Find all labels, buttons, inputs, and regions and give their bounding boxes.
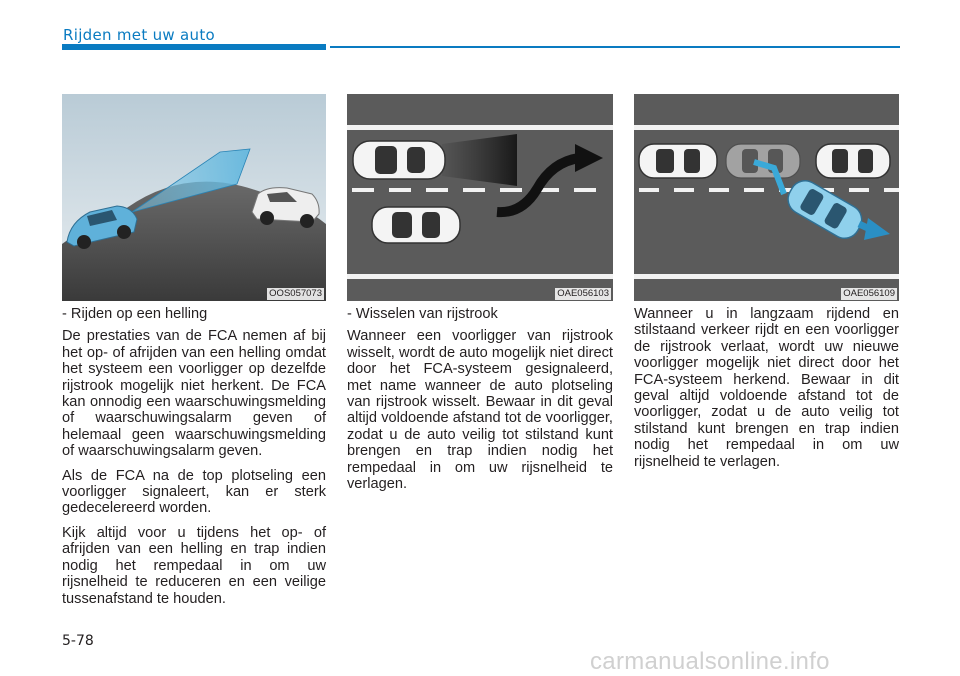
paragraph: Kijk altijd voor u tijdens het op- of afrijden van een helling en trap indien nodig het rempedaal in om uw rijsnelheid te reduceren en een veilige tussenafstand te houden. xyxy=(62,524,326,607)
paragraph: De prestaties van de FCA nemen af bij het op- of afrijden van een helling omdat het systeem een voorligger op dezelfde rijstrook mogelijk niet herkent. De FCA kan onnodig een waarschuwingsmelding of waarschuwingsalarm geven of helemaal geen waarschuwingsmelding of waarschuwingsalarm geven. xyxy=(62,328,326,460)
text-column-3 xyxy=(634,306,899,478)
section-title: Rijden met uw auto xyxy=(63,26,215,44)
figure-code: OAE056109 xyxy=(843,288,895,299)
page-number: 5-78 xyxy=(62,633,94,649)
white-car-icon xyxy=(372,207,460,243)
column-heading: - Wisselen van rijstrook xyxy=(347,306,498,322)
figure-code: OAE056103 xyxy=(557,288,609,299)
text-column-1 xyxy=(62,306,326,615)
figure-hill xyxy=(62,94,326,301)
faded-car-icon xyxy=(726,144,800,178)
text-column-2 xyxy=(347,306,613,500)
lane-change-illustration xyxy=(347,94,613,301)
header-bar xyxy=(62,44,326,50)
white-car-icon xyxy=(353,141,445,179)
column-heading: - Rijden op een helling xyxy=(62,306,208,322)
figure-slow-traffic xyxy=(634,94,899,301)
hill-illustration xyxy=(62,94,326,301)
paragraph: Wanneer u in langzaam rijdend en stilstaand verkeer rijdt en een voorligger de rijstrook verlaat, wordt uw nieuwe voorligger mogelijk niet direct door het FCA-systeem herkend. Bewaar in dit geval altijd voldoende afstand tot de voorligger, zodat u de auto veilig tot stilstand kunt brengen en trap indien nodig het rempedaal in om uw rijsnelheid te verlagen. xyxy=(634,306,899,470)
paragraph: Als de FCA na de top plotseling een voorligger signaleert, kan er sterk gedecelereerd worden. xyxy=(62,467,326,517)
white-car-icon xyxy=(816,144,890,178)
paragraph: Wanneer een voorligger van rijstrook wisselt, wordt de auto mogelijk niet direct door het FCA-systeem gesignaleerd, met name wanneer de auto plotseling van rijstrook wisselt. Bewaar in dit geval altijd voldoende afstand tot de voorligger, zodat u de auto veilig tot stilstand kunt brengen en trap indien nodig het rempedaal in om uw rijsnelheid te verlagen. xyxy=(347,328,613,493)
header-rule xyxy=(330,46,900,48)
white-car-icon xyxy=(639,144,717,178)
figure-lane-change xyxy=(347,94,613,301)
slow-traffic-illustration xyxy=(634,94,899,301)
figure-code: OOS057073 xyxy=(269,288,322,299)
watermark: carmanualsonline.info xyxy=(590,648,830,675)
